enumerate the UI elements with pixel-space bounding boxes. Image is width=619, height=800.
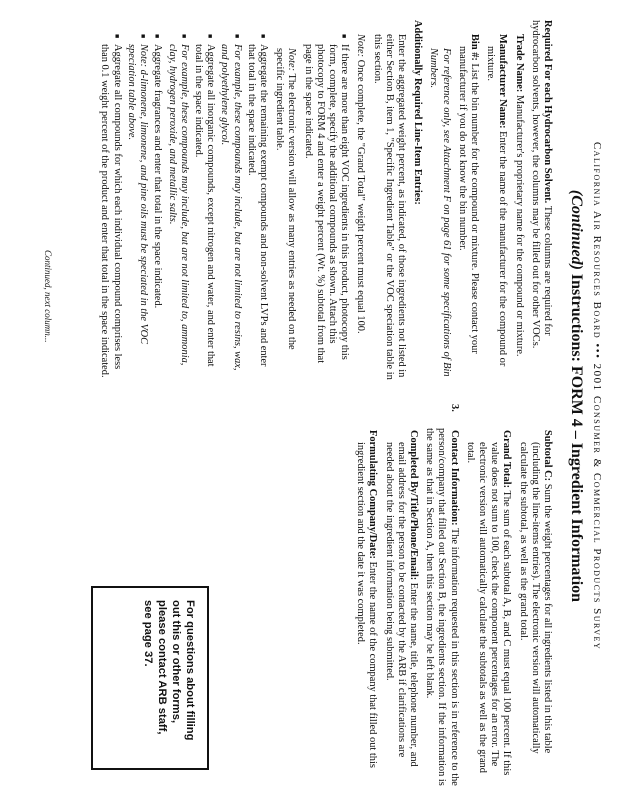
formulating-label: Formulating Company/Date: [367,430,379,560]
page-title [567,16,585,776]
list-item: ■ Aggregate all compounds for which each individual compound comprises less than 0.1 weight percent of the product and enter that total in the space indicated. [98,34,122,380]
bin-text: List the bin number for the compound or mixture. Please contact your manufacturer if you do not know the bin number. [456,46,480,354]
contact-box-text: For questions about filling out this or other forms, please contact ARB staff, see page 37. [142,600,196,741]
list-item: ■ Note: d-limonene, limonene, and pine oils must be speciated in the VOC speciation table above. [125,34,149,380]
bin-reference: For reference only, see Attachment F on page 61 for some specifications of Bin Numbers. [428,48,452,377]
additional-text: Enter the aggregated weight percent, as indicated, of those ingredients not listed in either Section B, item 1, "Specific Ingredient Table" or the VOC speciation table in this section. [371,34,407,380]
manufacturer-label: Manufacturer Name: [497,34,509,129]
contact-label: Contact Information: [448,430,460,526]
contact-paragraph [423,404,460,788]
bin-label: Bin #: [468,34,480,61]
note-label: Note: [355,34,367,58]
completed-paragraph [382,430,419,788]
list-item: ■ If there are more than eight VOC ingredients in this product, photocopy this form, complete, specify the additional compounds as shown. Attach this photocopy to FORM 4 and enter a weight percent (Wt. %) subtotal from that page in the space indicated. [301,34,350,380]
formulating-paragraph [354,430,378,788]
hydrocarbon-text: These columns are required for hydrocarbon solvents, however, the columns may be filled out for other VOCs. [529,20,553,349]
bin-paragraph [456,34,480,380]
manufacturer-text: Enter the name of the manufacturer for the compound or mixture. [485,46,509,367]
title-main: Instructions: FORM 4 – Ingredient Information [568,269,585,603]
hydrocarbon-paragraph [529,20,553,380]
note-grand-total [354,34,366,380]
trade-name-text: Manufacturer's proprietary name for the compound or mixture. [513,92,525,357]
right-column [350,404,553,788]
continued-note: Continued, next column... [43,250,53,343]
note-label: Note: [286,48,298,72]
list-item: ■ For example, these compounds may include, but are not limited to, ammonia, clay, hydrogen peroxide, and metallic salts. [165,34,189,380]
grand-total-label: Grand Total: [501,430,513,489]
list-item: ■ Aggregate the remaining exempt compounds and non-solvent LVPs and enter that total in the space indicated. [245,34,269,380]
manufacturer-paragraph [484,34,508,380]
completed-label: Completed By/Title/Phone/Email: [407,430,419,581]
title-prefix: (Continued) [568,189,585,270]
subtotal-label: Subtotal C: [542,430,553,482]
grand-total-paragraph [464,430,513,788]
note-electronic [273,48,297,380]
list-item: ■ For example, these compounds may include, but are not limited to resins, wax, and polyethylene glycol. [218,34,242,380]
subtotal-paragraph [516,430,553,788]
left-column [94,20,553,380]
note-text: The electronic version will allow as many entries as needed on the specific ingredient table. [274,48,298,350]
more-list [301,34,350,380]
additional-heading: Additionally Required Line-Item Entries: [412,20,424,205]
aggregate-list [98,34,269,380]
page-header: California Air Resources Board ••• 2001 Consumer & Commercial Products Survey [591,141,603,651]
list-item: ■ Aggregate all inorganic compounds, except nitrogen and water, and enter that total in the space indicated. [192,34,216,380]
completed-text: Enter the name, title, telephone number, and email address for the person to be contacted by the ARB if clarifications are needed about the ingredient information being submitted. [383,442,419,767]
note-text: Once complete, the "Grand Total" weight percent must equal 100. [355,57,367,334]
list-item: ■ Aggregate fragrances and enter that total in the space indicated. [151,34,163,380]
hydrocarbon-label: Required For each Hydrocarbon Solvent. [542,20,553,204]
formulating-text: Enter the name of the company that filled out this ingredient section and the date it was completed. [355,442,379,768]
contact-text: The information requested in this section is in reference to the person/company that filled out Section B, the ingredients section. If the information is the same as that in Section A, then this section may be left blank. [424,428,460,786]
grand-total-text: The sum of each subtotal A, B, and C must equal 100 percent. If this value does not sum to 100, check the component percentages for an error. The electronic version will automatically calculate the subtotals as well as the grand total. [464,442,513,776]
contact-box [91,586,209,770]
subtotal-text: Sum the weight percentages for all ingredients listed in this table (including the line-items entries). The electronic version will automatically calculate the subtotal, as well as the grand total. [517,442,553,754]
trade-name-label: Trade Name: [513,34,525,93]
section-number: 3. [448,404,460,412]
trade-name-paragraph [512,34,524,380]
